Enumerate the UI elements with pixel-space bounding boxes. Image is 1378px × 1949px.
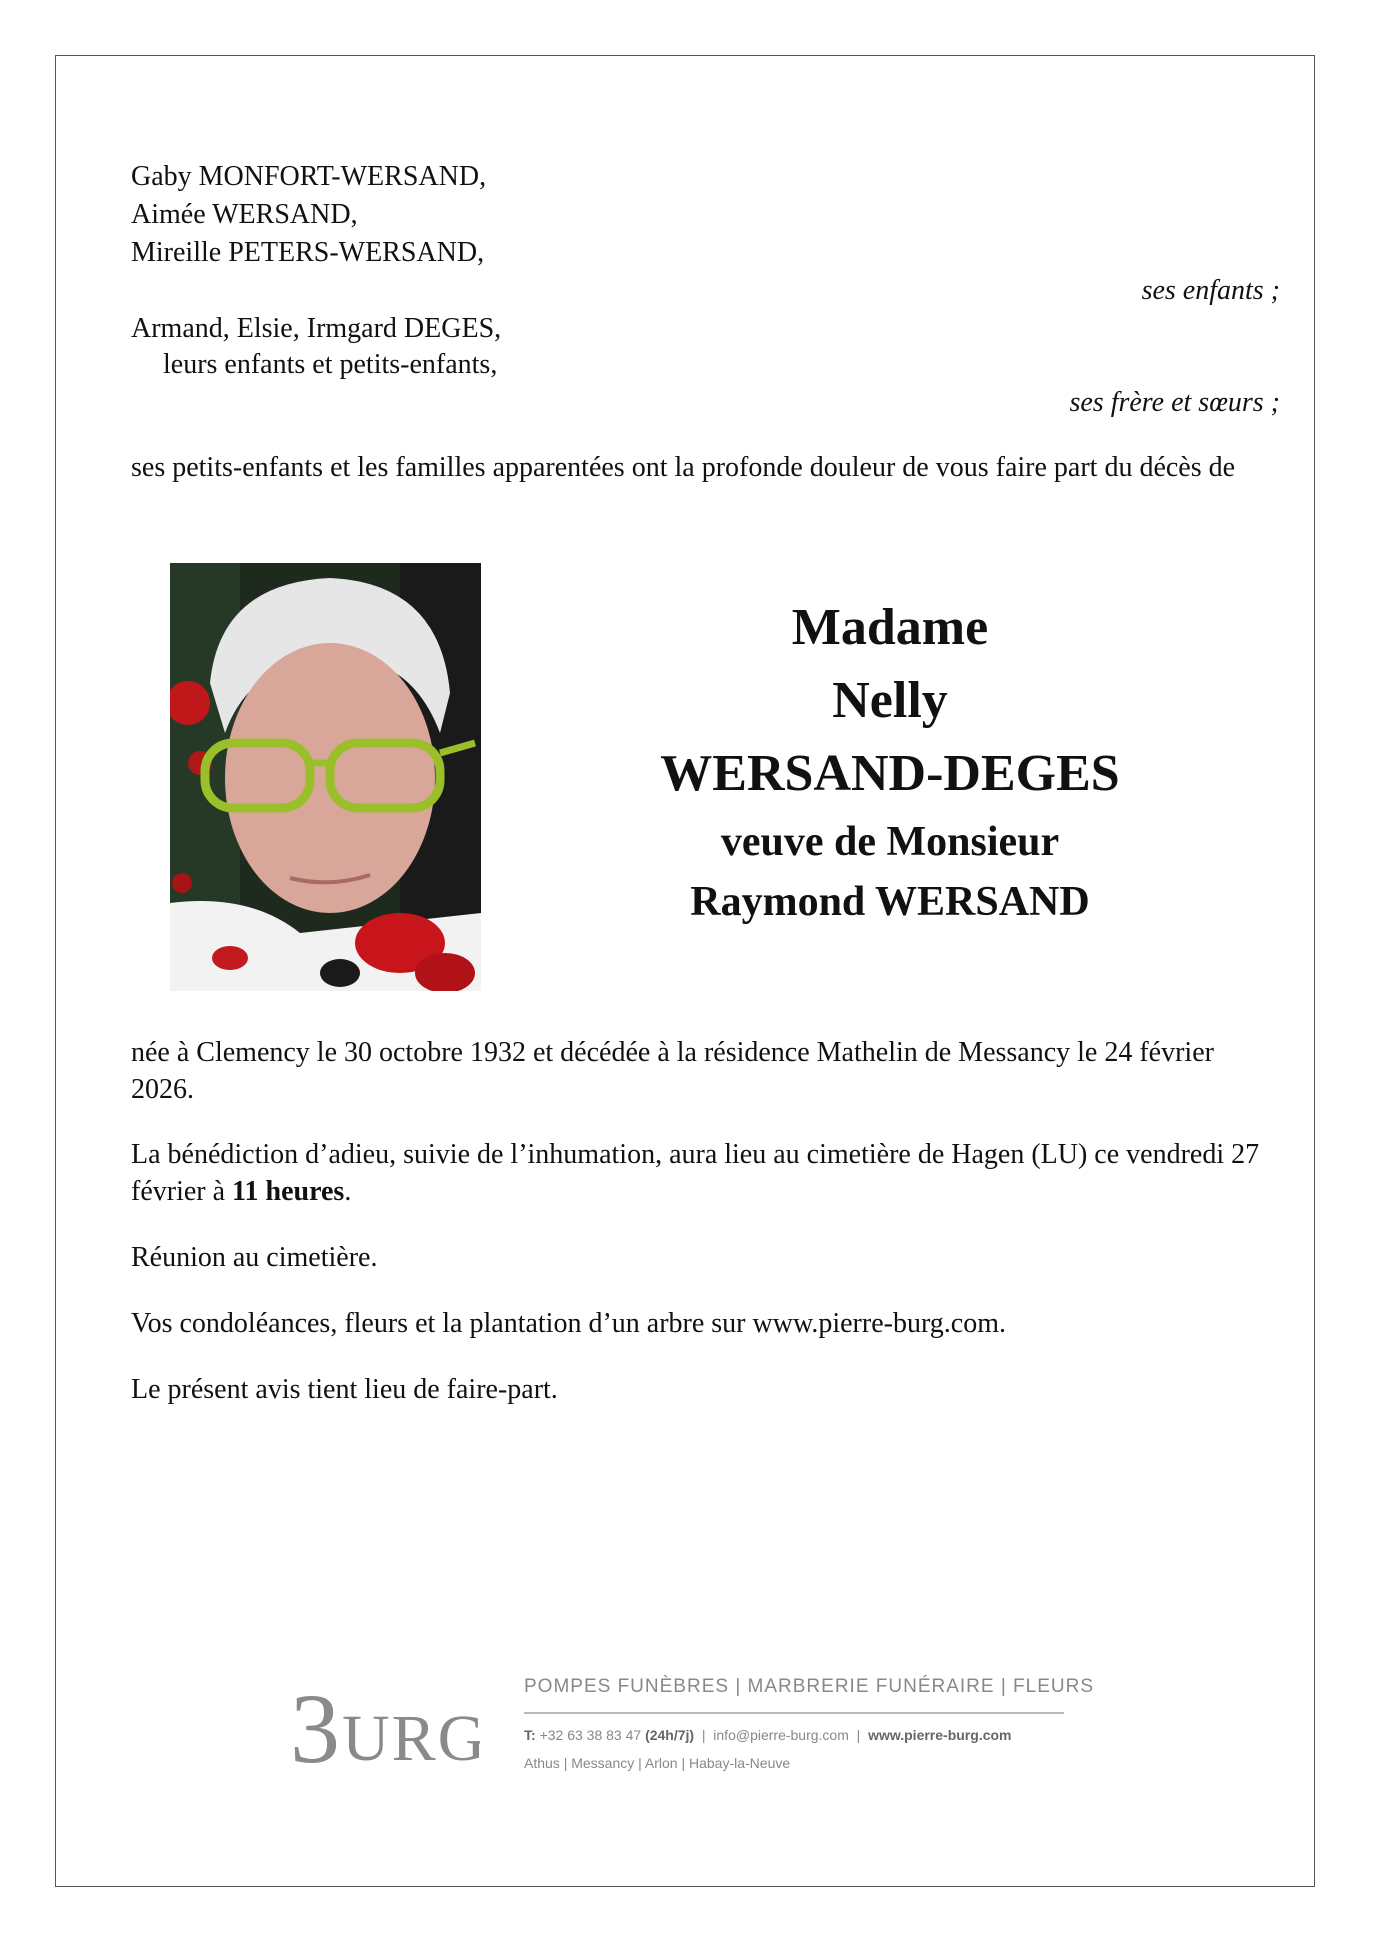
- burg-logo: [290, 1672, 480, 1772]
- family-line-3: Mireille PETERS-WERSAND,: [131, 237, 485, 268]
- ceremony-text: [131, 1136, 1271, 1210]
- separator: |: [852, 1727, 865, 1743]
- separator: |: [697, 1727, 710, 1743]
- widow-line: veuve de Monsieur: [720, 819, 1060, 865]
- ceremony-text-main: La bénédiction d’adieu, suivie de l’inhumation, aura lieu au cimetière de Hagen (LU) ce vendredi 27 février à: [131, 1139, 1260, 1207]
- ceremony-time: 11 heures: [232, 1176, 345, 1207]
- phone-hours: (24h/7j): [645, 1727, 695, 1743]
- email-link[interactable]: info@pierre-burg.com: [713, 1727, 849, 1743]
- family-line-5: leurs enfants et petits-enfants,: [163, 349, 498, 380]
- phone-number: +32 63 38 83 47: [539, 1727, 642, 1743]
- portrait-photo: [170, 563, 481, 991]
- intro-text: ses petits-enfants et les familles apparentées ont la profonde douleur de vous faire part du décès de: [131, 452, 1236, 483]
- svg-text:URG: URG: [342, 1702, 480, 1772]
- ceremony-end: .: [344, 1176, 352, 1207]
- svg-text:3: 3: [290, 1673, 340, 1772]
- condolences-text: Vos condoléances, fleurs et la plantation d’un arbre sur www.pierre-burg.com.: [131, 1308, 1006, 1339]
- phone-label: T:: [524, 1727, 536, 1743]
- footer-services: POMPES FUNÈBRES | MARBRERIE FUNÉRAIRE | FLEURS: [524, 1676, 1095, 1697]
- footer-contact: [524, 1727, 1011, 1743]
- meeting-text: Réunion au cimetière.: [131, 1242, 378, 1273]
- siblings-label: ses frère et sœurs ;: [1069, 387, 1280, 418]
- birth-death-text: née à Clemency le 30 octobre 1932 et décédée à la résidence Mathelin de Messancy le 24 février 2026.: [131, 1037, 1214, 1105]
- family-line-4: Armand, Elsie, Irmgard DEGES,: [131, 313, 502, 344]
- deceased-first-name: Nelly: [832, 672, 948, 729]
- spouse-name: Raymond WERSAND: [690, 879, 1090, 925]
- family-line-1: Gaby MONFORT-WERSAND,: [131, 161, 487, 192]
- family-line-2: Aimée WERSAND,: [131, 199, 358, 230]
- footer-divider: [524, 1712, 1064, 1714]
- deceased-title: Madame: [791, 599, 989, 656]
- children-label: ses enfants ;: [1141, 275, 1280, 306]
- website-link[interactable]: www.pierre-burg.com: [868, 1727, 1012, 1743]
- deceased-surname: WERSAND-DEGES: [660, 745, 1120, 802]
- notice-text: Le présent avis tient lieu de faire-part.: [131, 1374, 558, 1405]
- footer-locations: Athus | Messancy | Arlon | Habay-la-Neuve: [524, 1755, 791, 1771]
